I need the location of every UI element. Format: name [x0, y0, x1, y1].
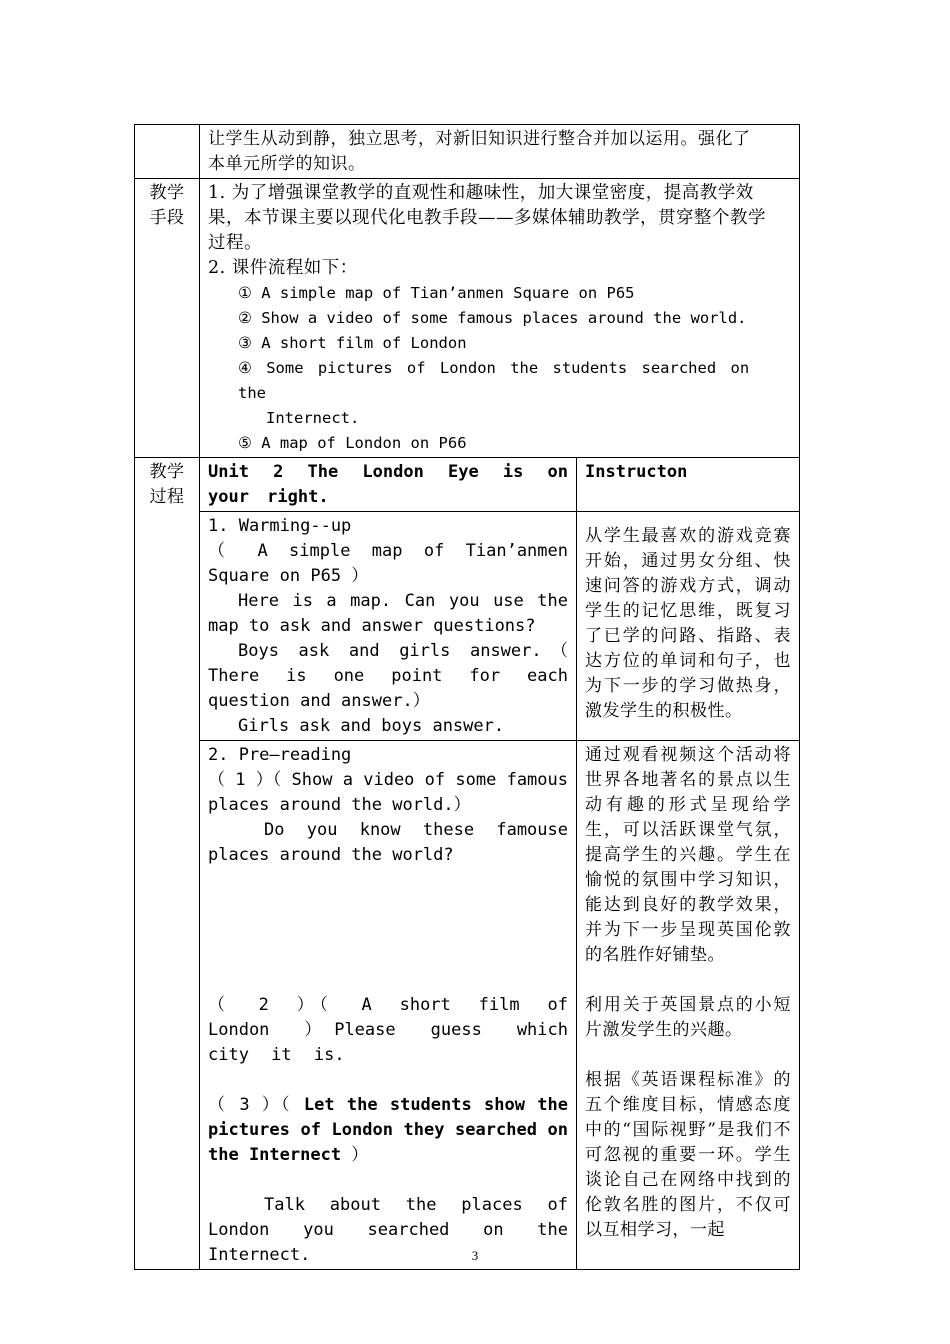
point1-line: 过程。: [208, 233, 262, 253]
point1-line: 果，本节课主要以现代化电教手段——多媒体辅助教学，贯穿整个教学: [208, 208, 766, 228]
note-paragraph: 根据《英语课程标准》的五个维度目标，情感态度中的“国际视野”是我们不可忽视的重要一环。学生谈论自己在网络中找到的伦敦名胜的图片，不仅可以互相学习，一起: [585, 1070, 791, 1240]
warmup-note: 从学生最喜欢的游戏竞赛开始，通过男女分组、快速问答的游戏方式，调动学生的记忆思维，既复习了已学的问路、指路、表达方位的单词和句子，也为下一步的学习做热身，激发学生的积极性。: [577, 512, 800, 741]
label-line: 教学: [149, 462, 185, 482]
page-number: 3: [471, 1248, 479, 1263]
courseware-item: ④ Some pictures of London the students searched on the: [238, 359, 750, 402]
lesson-plan-table: [134, 124, 800, 1270]
row1-text-line: 让学生从动到静，独立思考，对新旧知识进行整合并加以运用。强化了: [208, 129, 751, 149]
spacer: [208, 1168, 568, 1193]
table-row: [135, 125, 800, 179]
unit-title-cell: Unit 2 The London Eye is on your right.: [200, 458, 577, 512]
prereading-title: 2. Pre—reading: [208, 745, 352, 765]
courseware-item: ② Show a video of some famous places around the world.: [238, 309, 747, 327]
prereading-notes: [577, 741, 800, 1270]
spacer: [208, 1068, 568, 1093]
point1-line: 1. 为了增强课堂教学的直观性和趣味性，加大课堂密度，提高教学效: [208, 183, 754, 203]
prereading-step: （ 2 ）（ A short film of London ）Please guess which city it is.: [208, 995, 568, 1065]
label-line: 过程: [149, 487, 185, 507]
label-line: 教学: [149, 183, 185, 203]
row1-label-cell: [135, 125, 200, 179]
courseware-item: ⑤ A map of London on P66: [238, 434, 467, 452]
point2-heading: 2. 课件流程如下：: [208, 258, 358, 278]
spacer: [585, 968, 791, 993]
teaching-means-content: [200, 179, 800, 458]
table-row: [135, 458, 800, 512]
row1-text-cell: [200, 125, 800, 179]
prereading-text: Do you know these famouse places around the world?: [208, 820, 568, 865]
step3-bold: Let the students show the pictures of London they searched on the Internect: [208, 1095, 568, 1165]
row1-text-line: 本单元所学的知识。: [208, 154, 366, 174]
label-line: 手段: [149, 208, 185, 228]
prereading-step: [208, 1093, 568, 1168]
note-paragraph: 利用关于英国景点的小短片激发学生的兴趣。: [585, 995, 791, 1040]
warmup-text: Boys ask and girls answer.（ There is one point for each question and answer.）: [208, 641, 568, 711]
prereading-step: （ 1 ）（ Show a video of some famous places around the world.）: [208, 770, 568, 815]
warmup-text: （ A simple map of Tian’anmen Square on P65 ）: [208, 541, 568, 586]
prereading-text: Talk about the places of London you searched on the Internect.: [208, 1195, 568, 1265]
spacer: [208, 868, 568, 993]
step3-suffix: ）: [341, 1145, 369, 1165]
note-paragraph: 通过观看视频这个活动将世界各地著名的景点以生动有趣的形式呈现给学生，可以活跃课堂气氛，提高学生的兴趣。学生在愉悦的氛围中学习知识，能达到良好的教学效果，并为下一步呈现英国伦敦的名胜作好铺垫。: [585, 745, 791, 965]
spacer: [585, 1043, 791, 1068]
prereading-cell: [200, 741, 577, 1270]
warmup-text: Here is a map. Can you use the map to ask and answer questions?: [208, 591, 568, 636]
warmup-cell: [200, 512, 577, 741]
courseware-item: Internect.: [266, 409, 360, 427]
warmup-title: 1. Warming--up: [208, 516, 352, 536]
teaching-means-label: [135, 179, 200, 458]
table-row: [135, 512, 800, 741]
step3-prefix: （ 3 ）（: [208, 1095, 304, 1115]
teaching-process-label: [135, 458, 200, 1270]
courseware-item: ① A simple map of Tian’anmen Square on P65: [238, 284, 635, 302]
courseware-item: ③ A short film of London: [238, 334, 467, 352]
instruction-header-cell: Instructon: [577, 458, 800, 512]
table-row: [135, 741, 800, 1270]
warmup-text: Girls ask and boys answer.: [238, 716, 505, 736]
table-row: [135, 179, 800, 458]
